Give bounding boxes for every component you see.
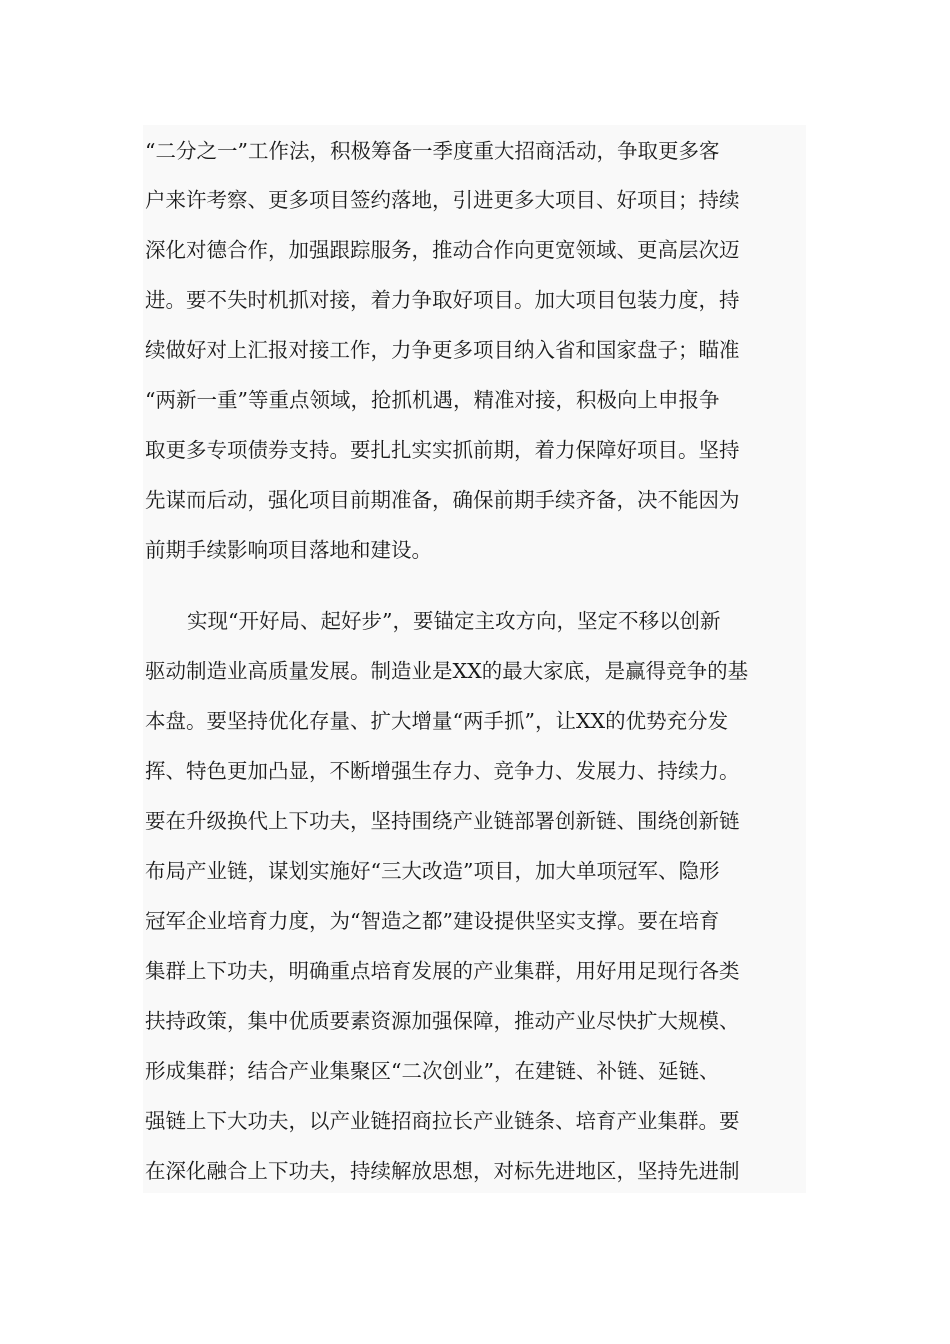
text-line: 本盘。要坚持优化存量、扩大增量“两手抓”，让XX的优势充分发 bbox=[145, 709, 729, 733]
text-line: 驱动制造业高质量发展。制造业是XX的最大家底，是赢得竞争的基 bbox=[145, 659, 749, 683]
text-line: “二分之一”工作法，积极筹备一季度重大招商活动，争取更多客 bbox=[145, 139, 720, 163]
text-line: 先谋而后动，强化项目前期准备，确保前期手续齐备，决不能因为 bbox=[145, 488, 740, 512]
text-line: 要在升级换代上下功夫，坚持围绕产业链部署创新链、围绕创新链 bbox=[145, 809, 740, 833]
text-line: 布局产业链，谋划实施好“三大改造”项目，加大单项冠军、隐形 bbox=[145, 859, 720, 883]
text-line: 扶持政策，集中优质要素资源加强保障，推动产业尽快扩大规模、 bbox=[145, 1009, 740, 1033]
text-line: “两新一重”等重点领域，抢抓机遇，精准对接，积极向上申报争 bbox=[145, 388, 720, 412]
text-line: 深化对德合作，加强跟踪服务，推动合作向更宽领域、更高层次迈 bbox=[145, 238, 740, 262]
text-line: 形成集群；结合产业集聚区“二次创业”，在建链、补链、延链、 bbox=[145, 1059, 720, 1083]
text-line: 进。要不失时机抓对接，着力争取好项目。加大项目包装力度，持 bbox=[145, 288, 740, 312]
text-line: 前期手续影响项目落地和建设。 bbox=[145, 538, 432, 562]
text-line: 强链上下大功夫，以产业链招商拉长产业链条、培育产业集群。要 bbox=[145, 1109, 740, 1133]
text-line: 集群上下功夫，明确重点培育发展的产业集群，用好用足现行各类 bbox=[145, 959, 740, 983]
text-line: 续做好对上汇报对接工作，力争更多项目纳入省和国家盘子；瞄准 bbox=[145, 338, 740, 362]
text-line: 取更多专项债券支持。要扎扎实实抓前期，着力保障好项目。坚持 bbox=[145, 438, 740, 462]
text-line: 冠军企业培育力度，为“智造之都”建设提供坚实支撑。要在培育 bbox=[145, 909, 720, 933]
text-line: 挥、特色更加凸显，不断增强生存力、竞争力、发展力、持续力。 bbox=[145, 759, 740, 783]
text-line: 在深化融合上下功夫，持续解放思想，对标先进地区，坚持先进制 bbox=[145, 1159, 740, 1183]
paragraph-first-line: 实现“开好局、起好步”，要锚定主攻方向，坚定不移以创新 bbox=[187, 609, 721, 633]
text-line: 户来许考察、更多项目签约落地，引进更多大项目、好项目；持续 bbox=[145, 188, 740, 212]
